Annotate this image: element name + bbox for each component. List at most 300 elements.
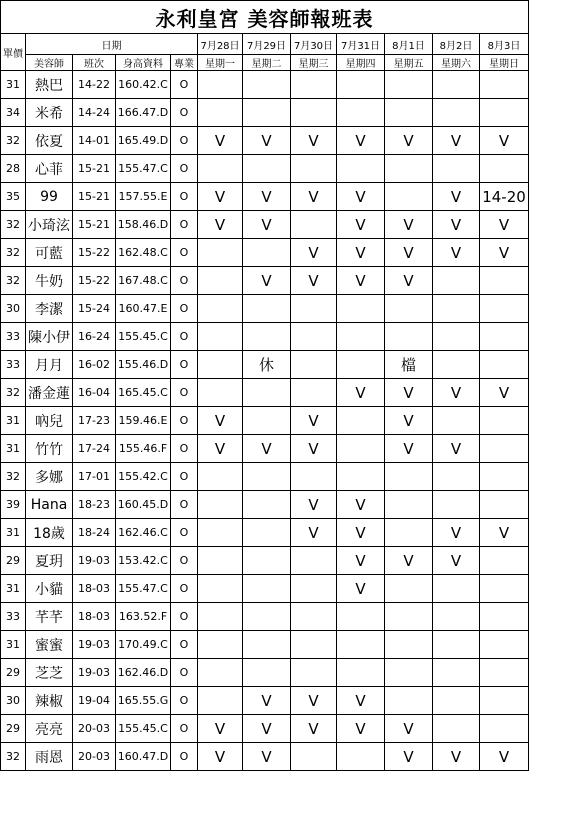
table-row — [1, 715, 529, 743]
table-row — [1, 295, 529, 323]
class-cell: 14-24 — [73, 99, 116, 127]
day-cell — [433, 71, 480, 99]
day-date-header: 8月1日 — [385, 34, 433, 55]
day-cell — [291, 575, 337, 603]
day-cell: V — [480, 519, 529, 547]
day-cell: V — [433, 435, 480, 463]
day-cell: V — [337, 715, 385, 743]
day-cell: V — [198, 183, 243, 211]
day-cell — [433, 295, 480, 323]
name-cell: 李潔 — [26, 295, 73, 323]
name-cell: 吶兒 — [26, 407, 73, 435]
price-cell: 34 — [1, 99, 26, 127]
day-cell: V — [198, 211, 243, 239]
day-cell — [337, 99, 385, 127]
body-cell: 159.46.E — [116, 407, 171, 435]
day-cell — [433, 715, 480, 743]
body-cell: 160.42.C — [116, 71, 171, 99]
day-cell — [198, 631, 243, 659]
name-cell: 月月 — [26, 351, 73, 379]
price-cell: 39 — [1, 491, 26, 519]
table-row — [1, 659, 529, 687]
weekday-header: 星期一 — [198, 55, 243, 71]
day-cell: V — [198, 715, 243, 743]
day-cell: V — [337, 575, 385, 603]
table-row — [1, 323, 529, 351]
day-cell: V — [337, 379, 385, 407]
day-cell: V — [243, 267, 291, 295]
table-row — [1, 435, 529, 463]
class-cell: 19-03 — [73, 659, 116, 687]
price-cell: 32 — [1, 211, 26, 239]
day-cell: V — [337, 267, 385, 295]
table-row — [1, 239, 529, 267]
page-title: 永利皇宮 美容師報班表 — [1, 1, 529, 34]
day-cell: V — [243, 715, 291, 743]
day-cell — [433, 407, 480, 435]
price-cell: 33 — [1, 351, 26, 379]
day-cell: V — [337, 491, 385, 519]
name-cell: 小琦泫 — [26, 211, 73, 239]
pro-cell: O — [171, 743, 198, 771]
name-cell: 陳小伊 — [26, 323, 73, 351]
day-cell — [385, 659, 433, 687]
day-cell — [480, 575, 529, 603]
day-cell — [480, 631, 529, 659]
day-cell — [198, 295, 243, 323]
body-cell: 170.49.C — [116, 631, 171, 659]
day-cell: 14-20 — [480, 183, 529, 211]
price-cell: 31 — [1, 71, 26, 99]
pro-cell: O — [171, 211, 198, 239]
day-cell: V — [291, 491, 337, 519]
day-cell — [198, 603, 243, 631]
body-cell: 155.46.F — [116, 435, 171, 463]
name-cell: 潘金蓮 — [26, 379, 73, 407]
day-cell: V — [433, 379, 480, 407]
name-cell: 蜜蜜 — [26, 631, 73, 659]
table-row — [1, 463, 529, 491]
day-cell: V — [291, 183, 337, 211]
day-cell — [480, 99, 529, 127]
weekday-header: 星期三 — [291, 55, 337, 71]
day-cell: V — [385, 267, 433, 295]
class-cell: 14-01 — [73, 127, 116, 155]
day-cell — [433, 631, 480, 659]
day-cell — [433, 575, 480, 603]
day-cell — [480, 491, 529, 519]
body-header: 身高資料 — [116, 55, 171, 71]
day-cell: V — [433, 127, 480, 155]
day-cell: V — [337, 687, 385, 715]
class-cell: 18-03 — [73, 603, 116, 631]
table-row — [1, 127, 529, 155]
pro-cell: O — [171, 267, 198, 295]
day-cell — [480, 603, 529, 631]
body-cell: 163.52.F — [116, 603, 171, 631]
day-cell: V — [433, 211, 480, 239]
day-cell — [243, 463, 291, 491]
day-cell — [433, 463, 480, 491]
day-cell: V — [291, 715, 337, 743]
name-cell: 熱巴 — [26, 71, 73, 99]
table-row — [1, 575, 529, 603]
day-cell: V — [198, 407, 243, 435]
day-cell — [480, 351, 529, 379]
class-cell: 15-22 — [73, 267, 116, 295]
day-cell: V — [480, 239, 529, 267]
day-cell: V — [385, 715, 433, 743]
pro-cell: O — [171, 603, 198, 631]
day-cell — [198, 575, 243, 603]
price-cell: 33 — [1, 323, 26, 351]
day-cell — [433, 659, 480, 687]
day-cell — [480, 407, 529, 435]
price-cell: 31 — [1, 435, 26, 463]
day-cell — [243, 323, 291, 351]
table-row — [1, 211, 529, 239]
price-cell: 31 — [1, 519, 26, 547]
day-cell — [480, 715, 529, 743]
name-cell: 心菲 — [26, 155, 73, 183]
day-cell — [291, 743, 337, 771]
price-cell: 31 — [1, 407, 26, 435]
price-cell: 30 — [1, 295, 26, 323]
day-cell — [243, 155, 291, 183]
pro-cell: O — [171, 155, 198, 183]
class-cell: 16-02 — [73, 351, 116, 379]
pro-cell: O — [171, 519, 198, 547]
day-cell — [433, 687, 480, 715]
day-cell: V — [385, 547, 433, 575]
class-cell: 14-22 — [73, 71, 116, 99]
body-cell: 160.47.E — [116, 295, 171, 323]
pro-cell: O — [171, 99, 198, 127]
name-cell: 夏玥 — [26, 547, 73, 575]
name-cell: 多娜 — [26, 463, 73, 491]
day-cell — [198, 155, 243, 183]
day-cell: V — [337, 547, 385, 575]
price-cell: 32 — [1, 239, 26, 267]
weekday-header: 星期四 — [337, 55, 385, 71]
day-cell: V — [243, 687, 291, 715]
price-cell: 29 — [1, 659, 26, 687]
pro-cell: O — [171, 351, 198, 379]
day-cell — [480, 463, 529, 491]
day-cell — [480, 547, 529, 575]
body-cell: 155.47.C — [116, 155, 171, 183]
day-cell — [198, 463, 243, 491]
day-cell — [433, 491, 480, 519]
day-cell: V — [385, 127, 433, 155]
day-cell — [291, 603, 337, 631]
class-cell: 19-03 — [73, 631, 116, 659]
day-cell: V — [337, 519, 385, 547]
day-cell — [385, 71, 433, 99]
day-cell — [198, 491, 243, 519]
class-cell: 19-03 — [73, 547, 116, 575]
day-cell: V — [480, 379, 529, 407]
body-cell: 157.55.E — [116, 183, 171, 211]
day-cell — [385, 687, 433, 715]
day-cell — [198, 267, 243, 295]
pro-cell: O — [171, 379, 198, 407]
day-cell — [337, 295, 385, 323]
class-cell: 20-03 — [73, 715, 116, 743]
day-cell — [480, 71, 529, 99]
day-cell — [291, 71, 337, 99]
pro-cell: O — [171, 183, 198, 211]
day-cell — [243, 71, 291, 99]
day-cell — [337, 71, 385, 99]
name-cell: 小貓 — [26, 575, 73, 603]
day-cell — [433, 351, 480, 379]
day-cell — [198, 659, 243, 687]
day-cell — [337, 631, 385, 659]
day-cell — [480, 295, 529, 323]
day-date-header: 7月29日 — [243, 34, 291, 55]
pro-cell: O — [171, 435, 198, 463]
class-cell: 19-04 — [73, 687, 116, 715]
day-cell — [337, 743, 385, 771]
pro-cell: O — [171, 407, 198, 435]
table-row — [1, 407, 529, 435]
price-cell: 31 — [1, 575, 26, 603]
day-cell: V — [198, 127, 243, 155]
price-cell: 32 — [1, 743, 26, 771]
day-cell — [243, 99, 291, 127]
weekday-header: 星期五 — [385, 55, 433, 71]
day-cell — [243, 575, 291, 603]
day-date-header: 7月28日 — [198, 34, 243, 55]
pro-cell: O — [171, 239, 198, 267]
day-cell — [291, 211, 337, 239]
name-cell: 芊芊 — [26, 603, 73, 631]
pro-cell: O — [171, 491, 198, 519]
class-header: 班次 — [73, 55, 116, 71]
table-row — [1, 155, 529, 183]
day-cell — [198, 379, 243, 407]
table-row — [1, 491, 529, 519]
body-cell: 155.46.D — [116, 351, 171, 379]
day-cell: V — [433, 743, 480, 771]
day-cell — [337, 603, 385, 631]
day-cell — [433, 323, 480, 351]
name-cell: 芝芝 — [26, 659, 73, 687]
day-cell: V — [385, 407, 433, 435]
class-cell: 17-23 — [73, 407, 116, 435]
day-cell: V — [385, 743, 433, 771]
day-cell — [291, 659, 337, 687]
day-cell — [291, 155, 337, 183]
day-date-header: 8月2日 — [433, 34, 480, 55]
body-cell: 162.48.C — [116, 239, 171, 267]
pro-cell: O — [171, 631, 198, 659]
day-cell: V — [337, 239, 385, 267]
day-cell: V — [243, 211, 291, 239]
price-cell: 35 — [1, 183, 26, 211]
class-cell: 20-03 — [73, 743, 116, 771]
day-cell — [385, 575, 433, 603]
day-cell — [385, 295, 433, 323]
day-cell: V — [198, 743, 243, 771]
day-cell: V — [385, 211, 433, 239]
body-cell: 155.47.C — [116, 575, 171, 603]
pro-cell: O — [171, 687, 198, 715]
day-cell — [243, 519, 291, 547]
day-date-header: 7月31日 — [337, 34, 385, 55]
day-cell: V — [433, 547, 480, 575]
day-cell: V — [337, 127, 385, 155]
class-cell: 18-23 — [73, 491, 116, 519]
day-cell — [385, 183, 433, 211]
name-cell: 依夏 — [26, 127, 73, 155]
day-cell — [385, 463, 433, 491]
table-row — [1, 267, 529, 295]
day-cell — [385, 631, 433, 659]
day-cell: V — [291, 127, 337, 155]
table-row — [1, 631, 529, 659]
day-cell — [433, 99, 480, 127]
class-cell: 15-21 — [73, 183, 116, 211]
day-cell: V — [243, 127, 291, 155]
day-cell — [243, 491, 291, 519]
class-cell: 18-24 — [73, 519, 116, 547]
day-cell — [385, 603, 433, 631]
table-row — [1, 379, 529, 407]
name-cell: 米希 — [26, 99, 73, 127]
price-cell: 32 — [1, 127, 26, 155]
pro-cell: O — [171, 323, 198, 351]
date-header: 日期 — [26, 34, 198, 55]
day-cell: V — [433, 183, 480, 211]
day-cell — [385, 491, 433, 519]
day-cell — [291, 351, 337, 379]
body-cell: 166.47.D — [116, 99, 171, 127]
day-cell: V — [291, 519, 337, 547]
name-cell: 可藍 — [26, 239, 73, 267]
day-cell: V — [385, 435, 433, 463]
day-date-header: 8月3日 — [480, 34, 529, 55]
body-cell: 165.45.C — [116, 379, 171, 407]
pro-cell: O — [171, 71, 198, 99]
table-row — [1, 71, 529, 99]
pro-header: 專業 — [171, 55, 198, 71]
day-cell — [433, 155, 480, 183]
class-cell: 15-21 — [73, 211, 116, 239]
class-cell: 16-24 — [73, 323, 116, 351]
day-cell — [337, 323, 385, 351]
day-cell — [243, 239, 291, 267]
day-cell — [480, 155, 529, 183]
body-cell: 167.48.C — [116, 267, 171, 295]
day-cell: V — [291, 239, 337, 267]
name-cell: 雨恩 — [26, 743, 73, 771]
class-cell: 17-24 — [73, 435, 116, 463]
price-cell: 29 — [1, 547, 26, 575]
class-cell: 17-01 — [73, 463, 116, 491]
name-header: 美容師 — [26, 55, 73, 71]
weekday-header: 星期日 — [480, 55, 529, 71]
day-cell: 檔 — [385, 351, 433, 379]
day-cell: V — [243, 743, 291, 771]
day-cell: V — [198, 435, 243, 463]
day-cell: V — [291, 687, 337, 715]
price-cell: 28 — [1, 155, 26, 183]
class-cell: 15-24 — [73, 295, 116, 323]
day-cell — [385, 155, 433, 183]
day-cell — [337, 435, 385, 463]
table-row — [1, 99, 529, 127]
body-cell: 155.42.C — [116, 463, 171, 491]
day-cell — [198, 351, 243, 379]
name-cell: 99 — [26, 183, 73, 211]
pro-cell: O — [171, 127, 198, 155]
body-cell: 160.45.D — [116, 491, 171, 519]
day-cell — [243, 379, 291, 407]
day-cell — [480, 435, 529, 463]
day-date-header: 7月30日 — [291, 34, 337, 55]
day-cell: V — [291, 407, 337, 435]
day-cell — [480, 687, 529, 715]
day-cell: V — [291, 435, 337, 463]
day-cell — [198, 99, 243, 127]
day-cell — [385, 519, 433, 547]
class-cell: 16-04 — [73, 379, 116, 407]
day-cell — [198, 519, 243, 547]
day-cell — [433, 603, 480, 631]
table-row — [1, 183, 529, 211]
day-cell — [337, 351, 385, 379]
body-cell: 162.46.D — [116, 659, 171, 687]
name-cell: 亮亮 — [26, 715, 73, 743]
day-cell — [198, 239, 243, 267]
body-cell: 153.42.C — [116, 547, 171, 575]
pro-cell: O — [171, 463, 198, 491]
class-cell: 15-22 — [73, 239, 116, 267]
body-cell: 165.49.D — [116, 127, 171, 155]
day-cell: V — [243, 183, 291, 211]
day-cell — [243, 659, 291, 687]
table-row — [1, 547, 529, 575]
day-cell — [198, 323, 243, 351]
day-cell: V — [337, 211, 385, 239]
price-cell: 30 — [1, 687, 26, 715]
day-cell: V — [385, 239, 433, 267]
pro-cell: O — [171, 715, 198, 743]
day-cell — [433, 267, 480, 295]
day-cell — [337, 463, 385, 491]
price-cell: 31 — [1, 631, 26, 659]
day-cell — [198, 71, 243, 99]
name-cell: 18歲 — [26, 519, 73, 547]
day-cell: V — [385, 379, 433, 407]
day-cell: V — [433, 239, 480, 267]
day-cell: V — [337, 183, 385, 211]
day-cell: V — [291, 267, 337, 295]
price-cell: 33 — [1, 603, 26, 631]
pro-cell: O — [171, 575, 198, 603]
table-row — [1, 687, 529, 715]
table-row — [1, 603, 529, 631]
weekday-header: 星期二 — [243, 55, 291, 71]
body-cell: 165.55.G — [116, 687, 171, 715]
table-row — [1, 351, 529, 379]
body-cell: 155.45.C — [116, 323, 171, 351]
day-cell: V — [480, 127, 529, 155]
day-cell — [337, 155, 385, 183]
day-cell — [198, 687, 243, 715]
